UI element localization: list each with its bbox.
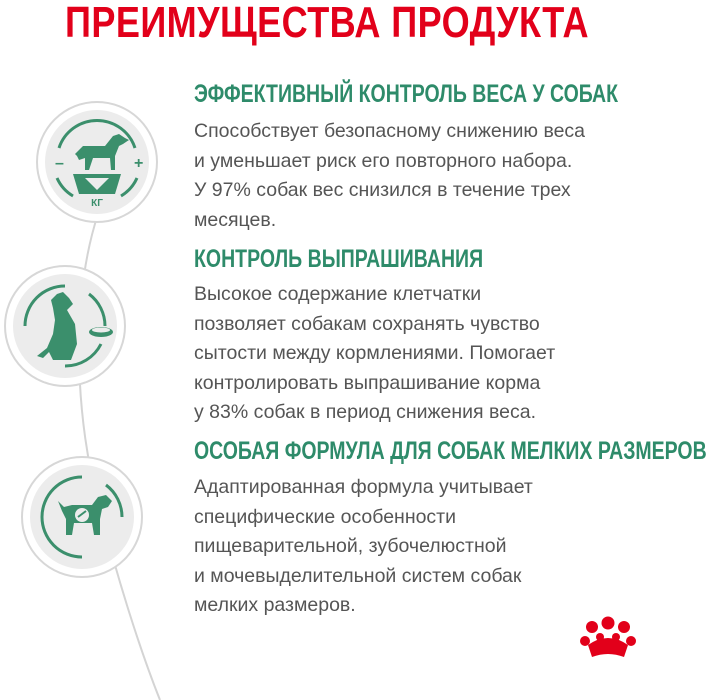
kg-label: КГ bbox=[91, 198, 103, 209]
plus-sign: + bbox=[134, 155, 144, 172]
text-line: месяцев. bbox=[194, 208, 277, 231]
begging-dog-with-bowl-icon bbox=[3, 264, 127, 388]
text-line: позволяет собакам сохранять чувство bbox=[194, 312, 540, 335]
text-line: мелких размеров. bbox=[194, 594, 356, 616]
text-line: у 83% собак в период снижения веса. bbox=[194, 401, 537, 423]
small-dog-digestion-icon bbox=[20, 455, 144, 579]
royal-canin-crown-icon bbox=[578, 615, 638, 663]
page-title: ПРЕИМУЩЕСТВА ПРОДУКТА bbox=[65, 0, 589, 47]
text-line: контролировать выпрашивание корма bbox=[194, 371, 541, 394]
text-line: Способствует безопасному снижению веса bbox=[194, 120, 586, 142]
feature-heading-weight-control: ЭФФЕКТИВНЫЙ КОНТРОЛЬ ВЕСА У СОБАК bbox=[194, 80, 619, 108]
text-line: Адаптированная формула учитывает bbox=[194, 476, 533, 498]
text-line: специфические особенности bbox=[194, 505, 457, 528]
minus-sign: – bbox=[55, 155, 64, 172]
feature-text-small-breed-formula bbox=[194, 473, 654, 621]
text-line: и мочевыделительной систем собак bbox=[194, 564, 522, 587]
text-line: сытости между кормлениями. Помогает bbox=[194, 342, 556, 364]
feature-text-begging-control bbox=[194, 280, 654, 428]
text-line: и уменьшает риск его повторного набора. bbox=[194, 149, 573, 172]
feature-heading-small-breed-formula: ОСОБАЯ ФОРМУЛА ДЛЯ СОБАК МЕЛКИХ РАЗМЕРОВ bbox=[194, 437, 707, 465]
text-line: У 97% собак вес снизился в течение трех bbox=[194, 179, 571, 201]
feature-heading-begging-control: КОНТРОЛЬ ВЫПРАШИВАНИЯ bbox=[194, 245, 484, 273]
dog-on-scale-icon bbox=[35, 100, 159, 224]
feature-text-weight-control bbox=[194, 117, 654, 235]
text-line: пищеварительной, зубочелюстной bbox=[194, 535, 507, 557]
text-line: Высокое содержание клетчатки bbox=[194, 283, 482, 305]
